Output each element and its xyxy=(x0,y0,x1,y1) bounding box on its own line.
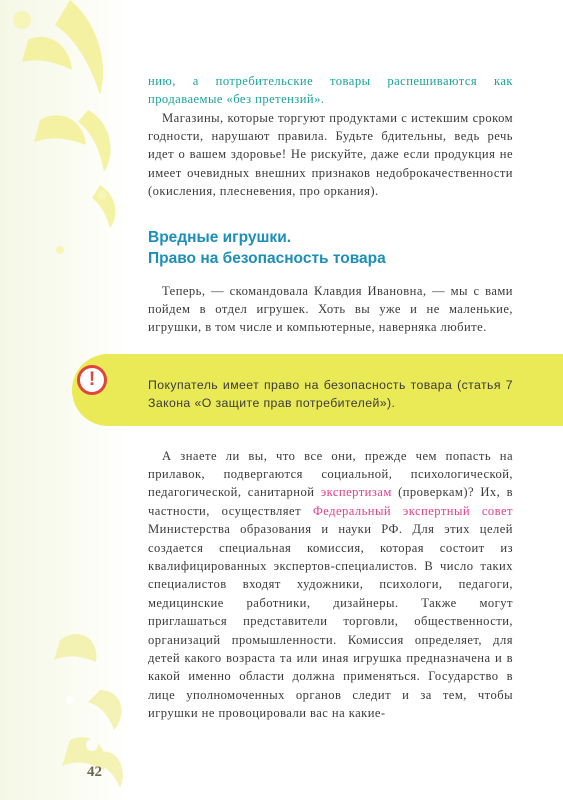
paragraph-continuation: нию, а потребительские товары распешиваются как продаваемые «без претензий». xyxy=(148,73,513,106)
exclamation-icon xyxy=(77,365,107,395)
exclamation-glyph: ! xyxy=(88,369,96,390)
rights-note-text: Покупатель имеет право на безопасность товара (статья 7 Закона «О защите прав потребителей»). xyxy=(148,378,513,411)
paragraph-toy-expertise xyxy=(148,447,513,723)
paragraph-text: А знаете ли вы, что все они, прежде чем попасть на прилавок, подвергаются социальной, психологической, педагогической, санитарной xyxy=(148,448,513,500)
section-heading xyxy=(148,227,386,269)
section-heading-line2: Право на безопасность товара xyxy=(148,250,386,267)
paragraph-expired-goods: Магазины, которые торгуют продуктами с истекшим сроком годности, нарушают правила. Будьте бдительны, ведь речь идет о вашем здоровье! Не рискуйте, даже если продукция не имеет очевидных внешних признаков недоброкачественности (окисления, плесневения, про оркания). xyxy=(148,110,513,199)
paragraph-toys-intro: Теперь, — скомандовала Клавдия Ивановна, — мы с вами пойдем в отдел игрушек. Хоть вы уже и не маленькие, игрушки, в том числе и компьютерные, наверняка любите. xyxy=(148,283,513,335)
term-link-expert-council[interactable]: Федеральный экспертный совет xyxy=(312,503,513,518)
paragraph-text: (проверкам)? Их, в частности, осуществляет xyxy=(148,485,513,518)
page-number: 42 xyxy=(87,764,102,780)
term-link-expertise[interactable]: экспертизам xyxy=(320,485,392,500)
section-heading-line1: Вредные игрушки. xyxy=(148,229,292,246)
paragraph-text: Министерства образования и науки РФ. Для этих целей создается специальная комиссия, которая состоит из квалифицированных экспертов-специалистов. В число таких специалистов входят художники, психологи, педагоги, медицинские работники, дизайнеры. Также могут приглашаться представители торговли, общественности, организаций промышленности. Комиссия определяет, для детей какого возраста та или иная игрушка предназначена и в какой именно области должна применяться. Государство в лице уполномоченных органов следит и за тем, чтобы игрушки не провоцировали вас на какие- xyxy=(148,522,513,721)
